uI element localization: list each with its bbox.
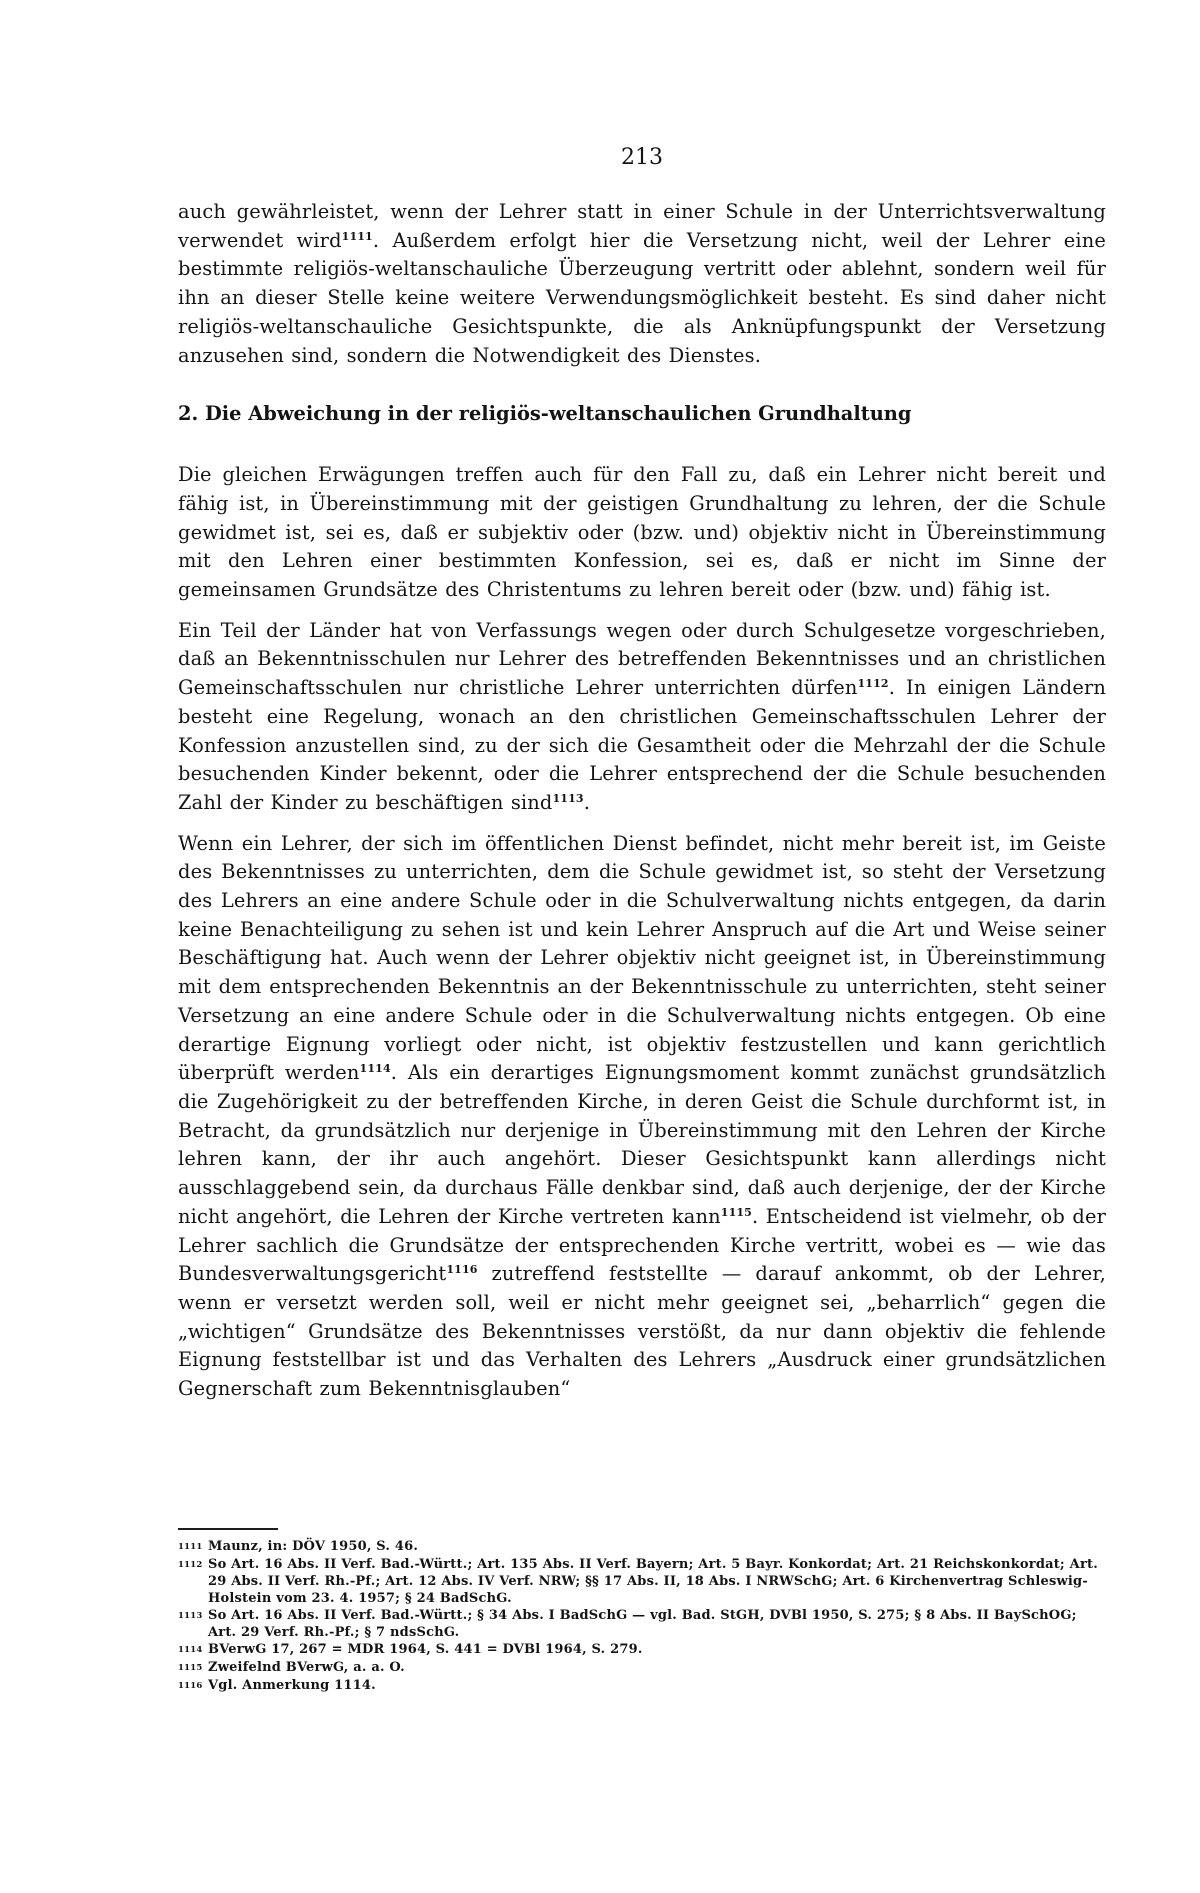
text-run: . Außerdem erfolgt hier die Versetzung nicht, weil der Lehrer eine bestimmte religiös-weltanschauliche Überzeugung vertritt oder ablehnt, sondern weil für ihn an dieser Stelle keine weitere Verwendungsmöglichkeit besteht. Es sind daher nicht religiös-weltanschauliche Gesichtspunkte, die als Anknüpfungspunkt der Versetzung anzusehen sind, sondern die Notwendigkeit des Dienstes.	[178, 228, 1106, 367]
text-run: Wenn ein Lehrer, der sich im öffentlichen Dienst befindet, nicht mehr bereit ist, im Geiste des Bekenntnisses zu unterrichten, dem die Schule gewidmet ist, so steht der Versetzung des Lehrers an eine andere Schule oder in die Schulverwaltung nichts entgegen, da darin keine Benachteiligung zu sehen ist und kein Lehrer Anspruch auf die Art und Weise seiner Beschäftigung hat. Auch wenn der Lehrer objektiv nicht geeignet ist, in Übereinstimmung mit dem entsprechenden Bekenntnis an der Bekenntnisschule zu unterrichten, steht seiner Versetzung an eine andere Schule oder in die Schulverwaltung nichts entgegen. Ob eine derartige Eignung vorliegt oder nicht, ist objektiv festzustellen und kann gerichtlich überprüft werden	[178, 831, 1106, 1085]
footnote-number: 1113	[178, 1611, 203, 1621]
footnote-number: 1115	[178, 1663, 203, 1673]
text-run: Ein Teil der Länder hat von Verfassungs wegen oder durch Schulgesetze vorgeschrieben, daß an Bekenntnisschulen nur Lehrer des betreffenden Bekenntnisses und an christlichen Gemeinschaftsschulen nur christliche Lehrer unterrichten dürfen	[178, 618, 1106, 700]
text-run: auch gewährleistet, wenn der Lehrer statt in einer Schule in der Unterrichtsverwaltung verwendet wird	[178, 200, 1106, 252]
section-heading: 2. Die Abweichung in der religiös-weltanschaulichen Grundhaltung	[178, 402, 912, 426]
footnote-ref[interactable]: 1113	[552, 791, 584, 805]
text-run: Die gleichen Erwägungen treffen auch für den Fall zu, daß ein Lehrer nicht bereit und fähig ist, in Übereinstimmung mit der geistigen Grundhaltung zu lehren, der die Schule gewidmet ist, sei es, daß er subjektiv oder (bzw. und) objektiv nicht in Übereinstimmung mit den Lehren einer bestimmten Konfession, sei es, daß er nicht im Sinne der gemeinsamen Grundsätze des Christentums zu lehren bereit oder (bzw. und) fähig ist.	[178, 463, 1106, 602]
paragraph	[178, 198, 1106, 370]
footnote-text: Zweifelnd BVerwG, a. a. O.	[208, 1660, 405, 1675]
footnote-number: 1116	[178, 1681, 203, 1691]
paragraph	[178, 830, 1106, 1404]
footnote-ref[interactable]: 1114	[359, 1062, 391, 1076]
book-page	[178, 0, 1106, 1893]
footnotes-section	[178, 1528, 1106, 1695]
footnote-ref[interactable]: 1116	[446, 1263, 478, 1277]
text-run: zutreffend feststellte — darauf ankommt, ob der Lehrer, wenn er versetzt werden soll, weil er nicht mehr geeignet sei, „beharrlich“ gegen die „wichtigen“ Grundsätze des Bekenntnisses verstößt, da nur dann objektiv die fehlende Eignung feststellbar ist und das Verhalten des Lehrers „Ausdruck einer grundsätzlichen Gegnerschaft zum Bekenntnisglauben“	[178, 1262, 1106, 1401]
footnote	[178, 1538, 1106, 1556]
text-run: .	[583, 790, 591, 814]
paragraph	[178, 461, 1106, 605]
footnote-number: 1112	[178, 1560, 203, 1570]
footnote	[178, 1607, 1106, 1641]
footnote-number: 1111	[178, 1542, 203, 1552]
footnote-ref[interactable]: 1112	[857, 677, 889, 691]
footnote-text: So Art. 16 Abs. II Verf. Bad.-Württ.; Art. 135 Abs. II Verf. Bayern; Art. 5 Bayr. Konkordat; Art. 21 Reichskonkordat; Art. 29 Abs. II Verf. Rh.-Pf.; Art. 12 Abs. IV Verf. NRW; §§ 17 Abs. II, 18 Abs. I NRWSchG; Art. 6 Kirchenvertrag Schleswig-Holstein vom 23. 4. 1957; § 24 BadSchG.	[208, 1557, 1098, 1606]
footnote-list	[178, 1538, 1106, 1695]
text-run: . Als ein derartiges Eignungsmoment kommt zunächst grundsätzlich die Zugehörigkeit zu der betreffenden Kirche, in deren Geist die Schule durchformt ist, in Betracht, da grundsätzlich nur derjenige in Übereinstimmung mit den Lehren der Kirche lehren kann, der ihr auch angehört. Dieser Gesichtspunkt kann allerdings nicht ausschlaggebend sein, da durchaus Fälle denkbar sind, daß auch derjenige, der der Kirche nicht angehört, die Lehren der Kirche vertreten kann	[178, 1061, 1106, 1228]
paragraph	[178, 617, 1106, 818]
footnote-text: BVerwG 17, 267 = MDR 1964, S. 441 = DVBl 1964, S. 279.	[208, 1642, 643, 1657]
body-text	[178, 198, 1106, 1416]
text-run: . In einigen Ländern besteht eine Regelung, wonach an den christlichen Gemeinschaftsschulen Lehrer der Konfession anzustellen sind, zu der sich die Gesamtheit oder die Mehrzahl der die Schule besuchenden Kinder bekennt, oder die Lehrer entsprechend der die Schule besuchenden Zahl der Kinder zu beschäftigen sind	[178, 676, 1106, 814]
footnote-text: So Art. 16 Abs. II Verf. Bad.-Württ.; § 34 Abs. I BadSchG — vgl. Bad. StGH, DVBl 1950, S. 275; § 8 Abs. II BaySchOG; Art. 29 Verf. Rh.-Pf.; § 7 ndsSchG.	[208, 1608, 1077, 1640]
footnote-ref[interactable]: 1115	[720, 1205, 752, 1219]
footnote-divider	[178, 1528, 278, 1530]
footnote	[178, 1641, 1106, 1659]
footnote-number: 1114	[178, 1645, 203, 1655]
page-number: 213	[621, 145, 663, 170]
footnote-ref[interactable]: 1111	[341, 229, 373, 243]
footnote-text: Vgl. Anmerkung 1114.	[208, 1678, 376, 1693]
footnote	[178, 1556, 1106, 1607]
footnote-text: Maunz, in: DÖV 1950, S. 46.	[208, 1539, 419, 1554]
footnote	[178, 1659, 1106, 1677]
text-run: . Entscheidend ist vielmehr, ob der Lehrer sachlich die Grundsätze der entsprechenden Kirche vertritt, wobei es — wie das Bundesverwaltungsgericht	[178, 1204, 1107, 1286]
footnote	[178, 1677, 1106, 1695]
